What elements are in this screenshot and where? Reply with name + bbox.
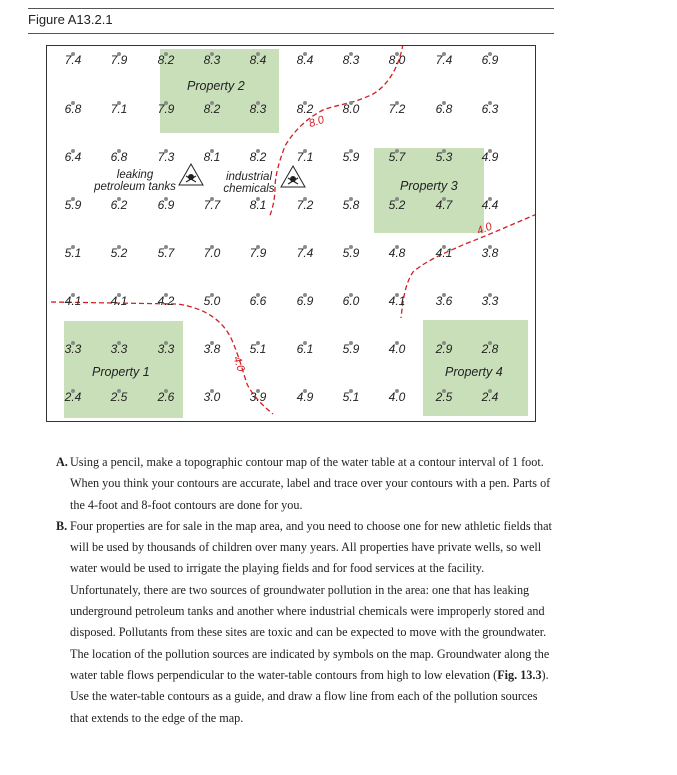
elevation-value: 7.2 [388,102,406,116]
elevation-value: 3.3 [110,342,128,356]
elevation-value: 4.9 [296,390,314,404]
source-petroleum-line1: leaking [116,169,154,181]
elevation-value: 2.4 [64,390,82,404]
question-b-text-1: Four properties are for sale in the map area, and you need to choose one for new athletic fields that will be used by thousands of children over many years. All properties have private wells, so well water would be used to irrigate the playing fields and for food services at the facility. [70,518,552,576]
elevation-value: 3.8 [481,246,499,260]
question-b-text-2 [70,580,556,729]
elevation-value: 5.2 [110,246,128,260]
source-chemicals-line2: chemicals [223,183,275,195]
elevation-value: 7.9 [157,102,175,116]
property-1-label: Property 1 [92,365,150,379]
elevation-point [462,101,518,116]
elevation-point [462,341,518,356]
elevation-value: 4.2 [157,294,175,308]
elevation-value: 8.4 [249,53,267,67]
figure-reference: Fig. 13.3 [497,667,542,682]
elevation-value: 7.4 [296,246,314,260]
elevation-value: 7.1 [110,102,128,116]
question-b-letter: B. [56,518,68,533]
figure-header [28,8,554,34]
elevation-value: 5.8 [342,198,360,212]
contour-label-8: 8.0 [307,113,326,131]
elevation-value: 3.9 [249,390,267,404]
elevation-value: 3.3 [481,294,499,308]
question-b-text-2-before: Unfortunately, there are two sources of groundwater pollution in the area: one that has leaking underground petroleum tanks and another where industrial chemicals were improperly stored and disposed. Pollutants from these sites are toxic and can be expected to move with the groundwater. The location of the pollution sources are indicated by symbols on the map. Groundwater along the water table flows perpendicular to the water-table contours from high to low elevation ( [70,582,550,682]
source-chemicals-line1: industrial [225,171,273,183]
property-3-label: Property 3 [400,179,458,193]
elevation-value: 8.3 [342,53,360,67]
elevation-value: 8.0 [342,102,360,116]
elevation-value: 2.6 [157,390,175,404]
elevation-value: 2.9 [435,342,453,356]
question-b-text-2-after: ). Use the water-table contours as a guide, and draw a flow line from each of the pollution sources that extends to the edge of the map. [70,667,549,725]
elevation-value: 6.4 [64,150,82,164]
property-2-label: Property 2 [187,79,245,93]
elevation-value: 3.3 [64,342,82,356]
elevation-value: 2.8 [481,342,499,356]
elevation-value: 4.0 [388,342,406,356]
elevation-value: 6.1 [296,342,314,356]
elevation-value: 8.3 [249,102,267,116]
question-a-letter: A. [56,455,68,469]
elevation-value: 8.2 [249,150,267,164]
elevation-value: 3.3 [157,342,175,356]
elevation-value: 2.5 [435,390,453,404]
hazard-symbol-chemicals [281,166,305,187]
contour-label-4-south: 4.0 [230,354,247,374]
elevation-value: 7.0 [203,246,221,260]
elevation-value: 8.3 [203,53,221,67]
elevation-point [462,389,518,404]
elevation-value: 3.6 [435,294,453,308]
elevation-value: 4.0 [388,390,406,404]
elevation-value: 7.4 [64,53,82,67]
elevation-value: 7.4 [435,53,453,67]
elevation-value: 5.0 [203,294,221,308]
elevation-value: 5.7 [157,246,175,260]
figure-title: Figure A13.2.1 [28,12,113,27]
elevation-value: 5.1 [342,390,360,404]
elevation-value: 6.6 [249,294,267,308]
contour-8ft-line [269,46,403,218]
elevation-value: 4.7 [435,198,453,212]
elevation-value: 8.2 [296,102,314,116]
elevation-value: 5.7 [388,150,406,164]
elevation-value: 5.1 [249,342,267,356]
elevation-value: 5.2 [388,198,406,212]
elevation-value: 8.2 [157,53,175,67]
elevation-value: 5.9 [342,342,360,356]
elevation-value: 4.1 [388,294,406,308]
elevation-point [462,197,518,212]
question-a-text: Using a pencil, make a topographic contour map of the water table at a contour interval of 1 foot. When you think your contours are accurate, label and trace over your contours with a pen. Parts of the 4-foot and 8-foot contours are done for you. [70,455,551,512]
elevation-value: 7.1 [296,150,314,164]
elevation-value: 6.9 [296,294,314,308]
elevation-value: 8.1 [203,150,221,164]
elevation-value: 7.9 [110,53,128,67]
elevation-value: 8.1 [249,198,267,212]
property-4-label: Property 4 [445,365,503,379]
elevation-value: 6.8 [64,102,82,116]
elevation-value: 6.0 [342,294,360,308]
elevation-value: 5.3 [435,150,453,164]
elevation-value: 5.9 [342,150,360,164]
source-petroleum-label [87,169,183,193]
elevation-value: 7.7 [203,198,221,212]
elevation-value: 2.5 [110,390,128,404]
elevation-value: 5.9 [342,246,360,260]
elevation-value: 7.3 [157,150,175,164]
elevation-point [462,52,518,67]
elevation-value: 4.1 [110,294,128,308]
elevation-value: 7.2 [296,198,314,212]
elevation-value: 5.1 [64,246,82,260]
elevation-value: 6.8 [110,150,128,164]
elevation-value: 4.8 [388,246,406,260]
elevation-value: 3.8 [203,342,221,356]
water-table-map [46,45,536,422]
elevation-point [462,245,518,260]
elevation-value: 6.8 [435,102,453,116]
elevation-value: 7.9 [249,246,267,260]
elevation-value: 6.3 [481,102,499,116]
source-chemicals-label [217,171,281,195]
elevation-value: 8.4 [296,53,314,67]
elevation-value: 2.4 [481,390,499,404]
elevation-value: 6.2 [110,198,128,212]
question-b [56,516,556,729]
question-a [56,452,556,516]
elevation-value: 8.2 [203,102,221,116]
elevation-value: 4.4 [481,198,499,212]
questions [56,452,556,729]
elevation-value: 6.9 [157,198,175,212]
source-petroleum-line2: petroleum tanks [94,181,176,193]
elevation-value: 6.9 [481,53,499,67]
elevation-point [462,293,518,308]
elevation-value: 5.9 [64,198,82,212]
elevation-value: 3.0 [203,390,221,404]
elevation-value: 4.1 [64,294,82,308]
elevation-value: 8.0 [388,53,406,67]
elevation-value: 4.9 [481,150,499,164]
contour-label-4-east: 4.0 [475,220,494,238]
elevation-value: 4.1 [435,246,453,260]
elevation-point [462,149,518,164]
